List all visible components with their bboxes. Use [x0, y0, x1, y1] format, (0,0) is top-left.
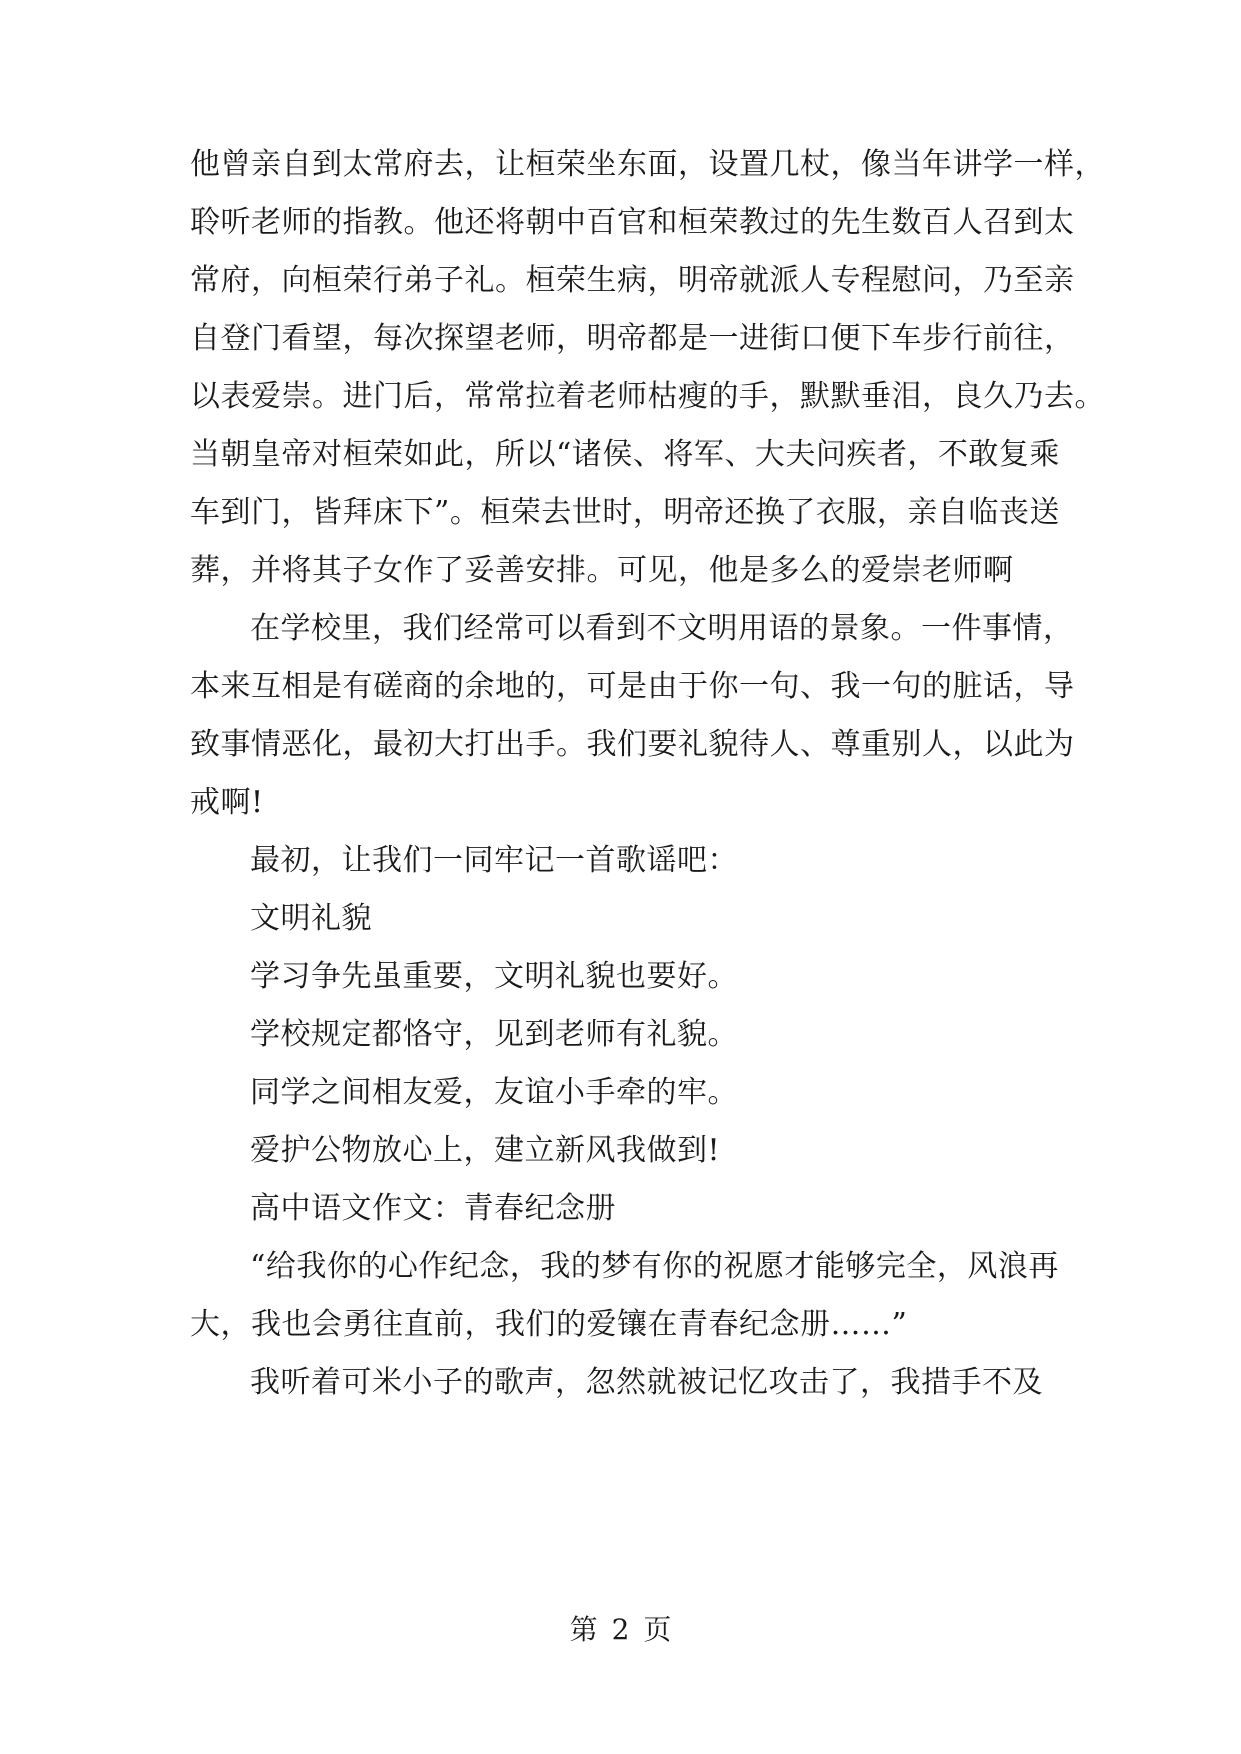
- paragraph-line: 自登门看望，每次探望老师，明帝都是一进街口便下车步行前往，: [190, 321, 1075, 356]
- essay-title: 高中语文作文：青春纪念册: [250, 1191, 616, 1226]
- poem-line: 爱护公物放心上，建立新风我做到!: [250, 1133, 721, 1168]
- poem-title: 文明礼貌: [250, 901, 372, 936]
- footer-suffix: 页: [643, 1613, 672, 1646]
- paragraph-line: 本来互相是有磋商的余地的，可是由于你一句、我一句的脏话，导: [190, 669, 1075, 704]
- paragraph-line: 葬，并将其子女作了妥善安排。可见，他是多么的爱崇老师啊: [190, 553, 1014, 588]
- poem-line: 学习争先虽重要，文明礼貌也要好。: [250, 959, 738, 994]
- poem-line: 学校规定都恪守，见到老师有礼貌。: [250, 1017, 738, 1052]
- paragraph-line: 戒啊!: [190, 785, 264, 820]
- paragraph-line: 当朝皇帝对桓荣如此，所以“诸侯、将军、大夫问疾者，不敢复乘: [190, 437, 1060, 472]
- paragraph-line: 致事情恶化，最初大打出手。我们要礼貌待人、尊重别人，以此为: [190, 727, 1075, 762]
- page-number: 2: [611, 1613, 630, 1646]
- paragraph-line: 以表爱崇。进门后，常常拉着老师枯瘦的手，默默垂泪，良久乃去。: [190, 379, 1105, 414]
- paragraph-line: 常府，向桓荣行弟子礼。桓荣生病，明帝就派人专程慰问，乃至亲: [190, 263, 1075, 298]
- paragraph-line: “给我你的心作纪念，我的梦有你的祝愿才能够完全，风浪再: [250, 1249, 1059, 1284]
- paragraph-line: 车到门，皆拜床下”。桓荣去世时，明帝还换了衣服，亲自临丧送: [190, 495, 1060, 530]
- poem-line: 同学之间相友爱，友谊小手牵的牢。: [250, 1075, 738, 1110]
- paragraph-line: 最初，让我们一同牢记一首歌谣吧：: [250, 843, 738, 878]
- paragraph-line: 在学校里，我们经常可以看到不文明用语的景象。一件事情，: [250, 611, 1074, 646]
- page-footer: [0, 1610, 1241, 1650]
- paragraph-line: 大，我也会勇往直前，我们的爱镶在青春纪念册……”: [190, 1307, 908, 1342]
- paragraph-line: 他曾亲自到太常府去，让桓荣坐东面，设置几杖，像当年讲学一样，: [190, 147, 1105, 182]
- paragraph-line: 聆听老师的指教。他还将朝中百官和桓荣教过的先生数百人召到太: [190, 205, 1075, 240]
- paragraph-line: 我听着可米小子的歌声，忽然就被记忆攻击了，我措手不及: [250, 1365, 1043, 1400]
- footer-prefix: 第: [569, 1613, 598, 1646]
